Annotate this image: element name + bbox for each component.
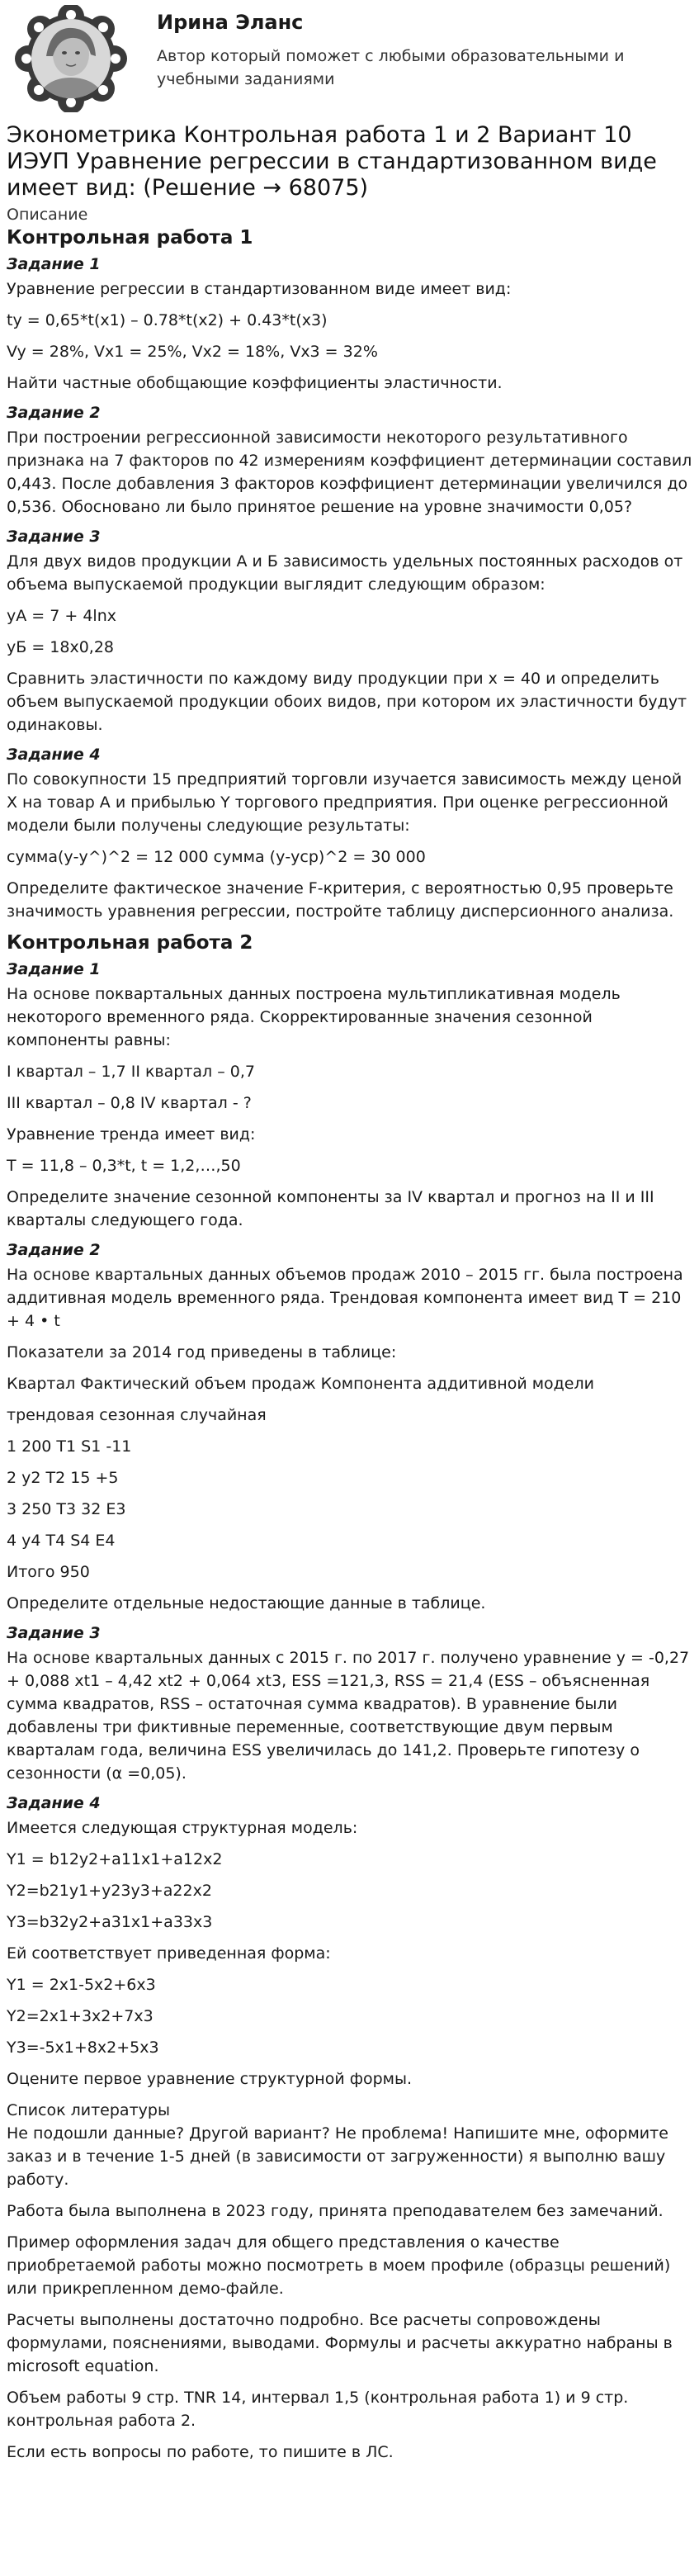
task-text: Определите значение сезонной компоненты за IV квартал и прогноз на II и III кварталы следующего года. <box>7 1188 654 1229</box>
author-name[interactable]: Ирина Эланс <box>157 11 304 34</box>
avatar[interactable] <box>10 5 132 112</box>
task-text: На основе квартальных данных объемов продаж 2010 – 2015 гг. была построена аддитивная модель временного ряда. Трендовая компонента имеет вид T = 210 + 4 • t <box>7 1266 683 1330</box>
table-line: 2 y2 T2 15 +5 <box>7 1469 119 1487</box>
table-line: 3 250 T3 32 E3 <box>7 1500 126 1518</box>
task-heading: Задание 4 <box>7 1794 101 1812</box>
task-formula: Y2=b21y1+y23y3+a22x2 <box>7 1882 212 1900</box>
task-formula: ty = 0,65*t(x1) – 0.78*t(x2) + 0.43*t(x3) <box>7 311 328 329</box>
task-formula: Y3=-5x1+8x2+5x3 <box>7 2039 159 2057</box>
description-label: Описание <box>7 206 88 224</box>
task-text: Оцените первое уравнение структурной формы. <box>7 2070 413 2088</box>
task-heading: Задание 2 <box>7 404 101 422</box>
task-text: На основе квартальных данных с 2015 г. по 2017 г. получено уравнение y = -0,27 + 0,088 xt1 – 4,42 xt2 + 0,064 xt3, ESS =121,3, RSS = 21,4 (ESS – объясненная сумма квадратов, RSS – остаточная сумма квадратов). В уравнение были добавлены три фиктивные переменные, соответствующие двум первым кварталам года, величина ESS увеличилась до 141,2. Проверьте гипотезу о сезонности (α =0,05). <box>7 1649 690 1783</box>
task-text: Уравнение тренда имеет вид: <box>7 1125 256 1144</box>
task-text: Уравнение регрессии в стандартизованном виде имеет вид: <box>7 280 512 298</box>
task-text: III квартал – 0,8 IV квартал - ? <box>7 1094 252 1112</box>
author-info <box>157 5 652 91</box>
task-text: Найти частные обобщающие коэффициенты эластичности. <box>7 374 503 392</box>
task-formula: уБ = 18х0,28 <box>7 638 115 656</box>
table-line: трендовая сезонная случайная <box>7 1406 267 1424</box>
task-text: Определите отдельные недостающие данные в таблице. <box>7 1594 486 1612</box>
avatar-picture <box>10 5 132 112</box>
note-text: Если есть вопросы по работе, то пишите в ЛС. <box>7 2443 394 2461</box>
task-heading: Задание 4 <box>7 746 101 764</box>
note-text: Работа была выполнена в 2023 году, принята преподавателем без замечаний. <box>7 2202 664 2220</box>
task-text: Определите фактическое значение F-критерия, с вероятностью 0,95 проверьте значимость уравнения регрессии, постройте таблицу дисперсионного анализа. <box>7 879 674 921</box>
literature-label: Список литературы <box>7 2101 170 2119</box>
task-heading: Задание 1 <box>7 960 101 978</box>
note-text: Расчеты выполнены достаточно подробно. Все расчеты сопровождены формулами, пояснениями, выводами. Формулы и расчеты аккуратно набраны в microsoft equation. <box>7 2311 673 2375</box>
section-heading-kr2: Контрольная работа 2 <box>7 932 253 954</box>
task-heading: Задание 1 <box>7 255 101 273</box>
task-text: Имеется следующая структурная модель: <box>7 1819 358 1837</box>
task-text: При построении регрессионной зависимости некоторого результативного признака на 7 факторов по 42 измерениям коэффициент детерминации составил 0,443. После добавления 3 факторов коэффициент детерминации увеличился до 0,536. Обосновано ли было принятое решение на уровне значимости 0,05? <box>7 429 692 516</box>
task-formula: T = 11,8 – 0,3*t, t = 1,2,…,50 <box>7 1157 241 1175</box>
task-formula: Y3=b32y2+a31x1+a33x3 <box>7 1913 213 1931</box>
task-text: По совокупности 15 предприятий торговли изучается зависимость между ценой X на товар А и прибылью Y торгового предприятия. При оценке регрессионной модели были получены следующие результаты: <box>7 770 682 835</box>
task-formula: Y1 = b12y2+a11x1+a12x2 <box>7 1850 223 1868</box>
task-heading: Задание 2 <box>7 1241 101 1259</box>
table-line: Итого 950 <box>7 1563 90 1581</box>
task-heading: Задание 3 <box>7 1624 101 1642</box>
table-line: 1 200 T1 S1 -11 <box>7 1437 132 1456</box>
note-text: Объем работы 9 стр. TNR 14, интервал 1,5 (контрольная работа 1) и 9 стр. контрольная работа 2. <box>7 2389 629 2430</box>
task-text: Ей соответствует приведенная форма: <box>7 1944 331 1963</box>
task-text: Vy = 28%, Vx1 = 25%, Vx2 = 18%, Vx3 = 32% <box>7 343 378 361</box>
task-heading: Задание 3 <box>7 528 101 546</box>
task-text: I квартал – 1,7 II квартал – 0,7 <box>7 1063 255 1081</box>
task-text: Показатели за 2014 год приведены в таблице: <box>7 1343 397 1361</box>
author-description: Автор который поможет с любыми образовательными и учебными заданиями <box>157 47 625 88</box>
task-formula: сумма(у-у^)^2 = 12 000 сумма (у-усp)^2 = 30 000 <box>7 848 426 866</box>
task-formula: Y1 = 2x1-5x2+6x3 <box>7 1976 156 1994</box>
note-text: Пример оформления задач для общего представления о качестве приобретаемой работы можно посмотреть в моем профиле (образцы решений) или прикрепленном демо-файле. <box>7 2233 671 2298</box>
task-text: Для двух видов продукции А и Б зависимость удельных постоянных расходов от объема выпускаемой продукции выглядит следующим образом: <box>7 552 683 594</box>
task-text: На основе поквартальных данных построена мультипликативная модель некоторого временного ряда. Скорректированные значения сезонной компоненты равны: <box>7 985 621 1049</box>
task-formula: yA = 7 + 4lnx <box>7 607 116 625</box>
task-text: Сравнить эластичности по каждому виду продукции при х = 40 и определить объем выпускаемой продукции обоих видов, при котором их эластичности будут одинаковы. <box>7 670 687 734</box>
page-title: Эконометрика Контрольная работа 1 и 2 Вариант 10 ИЭУП Уравнение регрессии в стандартизованном виде имеет вид: (Решение → 68075) <box>7 122 657 201</box>
section-heading-kr1: Контрольная работа 1 <box>7 227 253 249</box>
task-formula: Y2=2x1+3x2+7x3 <box>7 2007 153 2025</box>
author-card <box>7 0 692 117</box>
table-line: 4 y4 T4 S4 E4 <box>7 1532 116 1550</box>
table-line: Квартал Фактический объем продаж Компонента аддитивной модели <box>7 1375 594 1393</box>
note-text: Не подошли данные? Другой вариант? Не проблема! Напишите мне, оформите заказ и в течение 1-5 дней (в зависимости от загруженности) я выполню вашу работу. <box>7 2124 668 2189</box>
